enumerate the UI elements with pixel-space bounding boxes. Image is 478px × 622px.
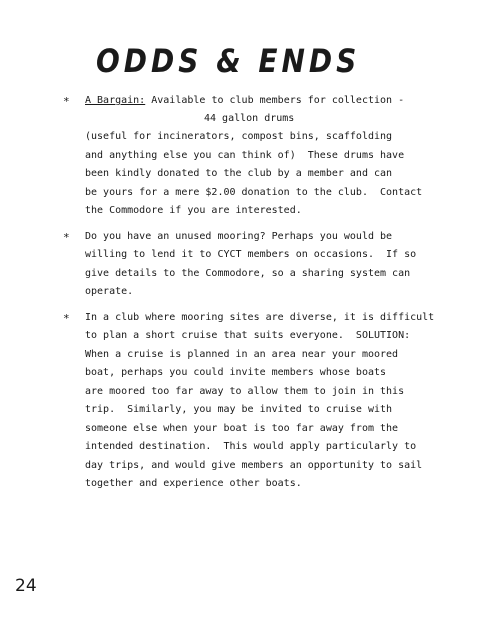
item1-line-4: been kindly donated to the club by a member and can	[85, 168, 393, 179]
item1-line-3: and anything else you can think of) These drums have	[85, 150, 405, 161]
item2-line-1: willing to lend it to CYCT members on occasions. If so	[85, 249, 417, 260]
page-number: 24	[15, 576, 37, 596]
item2-line-2: give details to the Commodore, so a sharing system can	[85, 268, 411, 279]
item1-line-0-text: Available to club members for collection -	[145, 95, 405, 106]
item3-line-0: In a club where mooring sites are diverse, it is difficult	[85, 312, 435, 323]
item3-line-2: When a cruise is planned in an area near your moored	[85, 349, 399, 360]
bullet-2: *	[63, 231, 70, 244]
item3-line-9: together and experience other boats.	[85, 478, 302, 489]
bargain-label: A Bargain:	[85, 95, 146, 106]
item1-line-2: (useful for incinerators, compost bins, scaffolding	[85, 131, 393, 142]
item3-line-8: day trips, and would give members an opportunity to sail	[85, 460, 423, 471]
item3-line-1: to plan a short cruise that suits everyone. SOLUTION:	[85, 330, 411, 341]
item3-line-7: intended destination. This would apply particularly to	[85, 441, 417, 452]
item3-line-5: trip. Similarly, you may be invited to cruise with	[85, 404, 393, 415]
item1-line-6: the Commodore if you are interested.	[85, 205, 302, 216]
item1-line-0	[85, 95, 404, 107]
page-title: ODDS & ENDS	[96, 42, 361, 80]
item2-line-3: operate.	[85, 286, 134, 297]
item3-line-3: boat, perhaps you could invite members whose boats	[85, 367, 387, 378]
item3-line-6: someone else when your boat is too far away from the	[85, 423, 399, 434]
item2-line-0: Do you have an unused mooring? Perhaps you would be	[85, 231, 393, 242]
item1-line-5: be yours for a mere $2.00 donation to the club. Contact	[85, 187, 423, 198]
bullet-3: *	[63, 312, 70, 325]
item3-line-4: are moored too far away to allow them to join in this	[85, 386, 405, 397]
bullet-1: *	[63, 95, 70, 108]
item1-line-1: 44 gallon drums	[204, 113, 295, 124]
